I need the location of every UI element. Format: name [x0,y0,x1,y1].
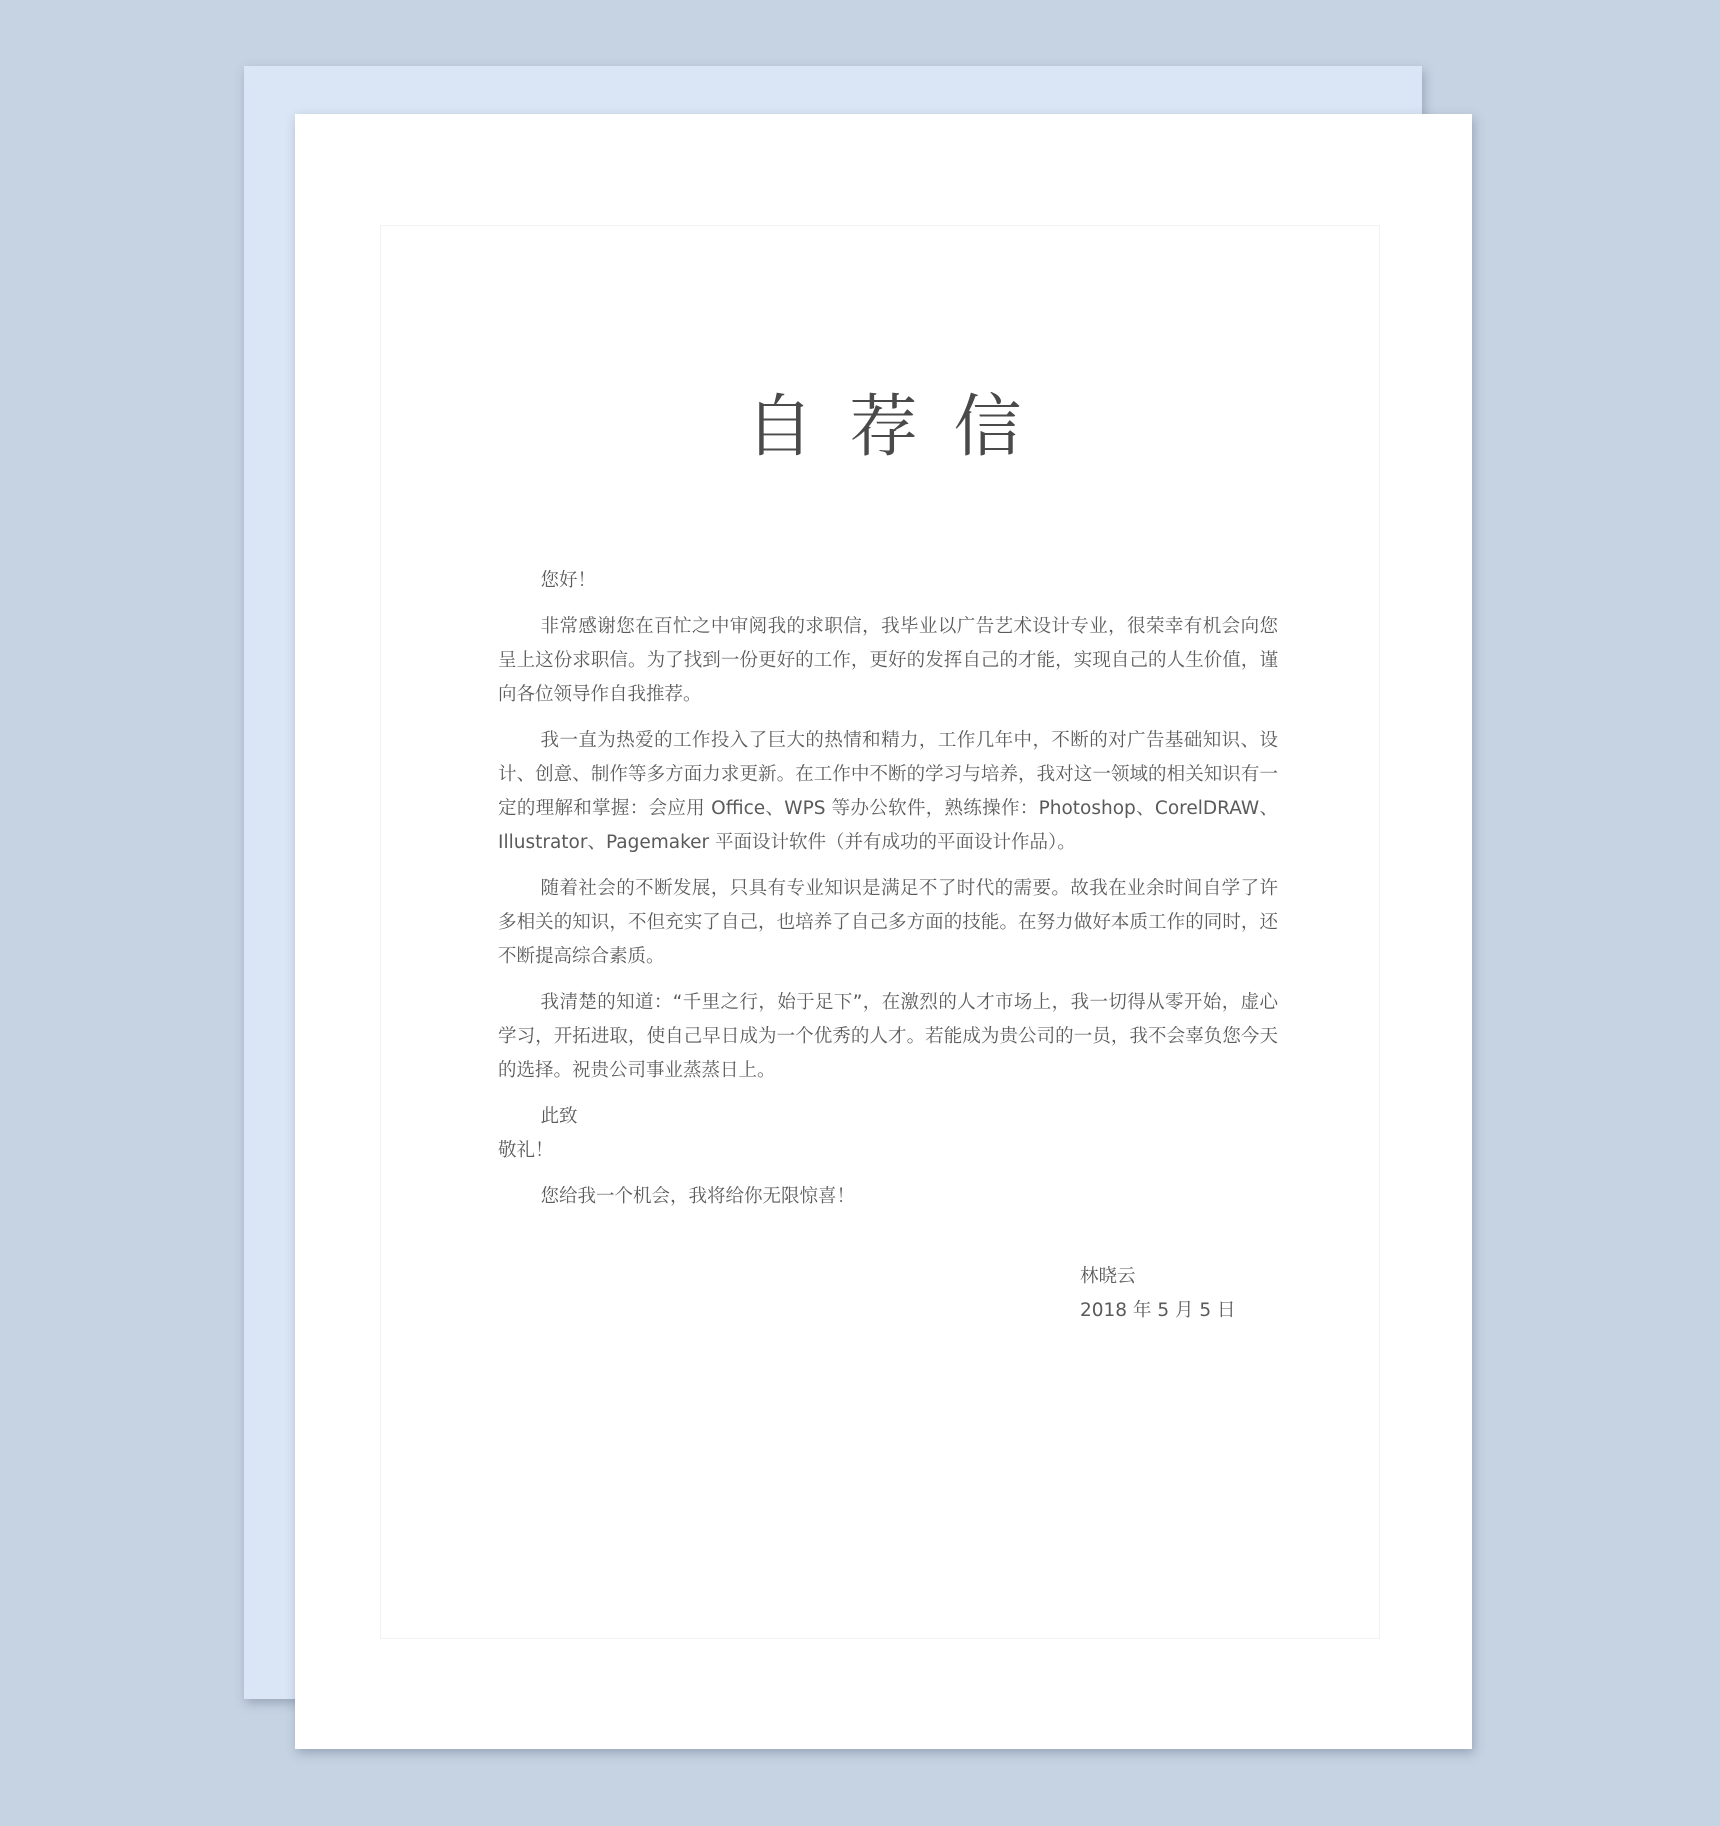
closing-line-2: 敬礼！ [498,1140,554,1161]
signature-date: 2018 年 5 月 5 日 [1080,1300,1236,1321]
signature-block [1080,1260,1236,1328]
greeting: 您好！ [540,570,597,591]
paragraph-1: 非常感谢您在百忙之中审阅我的求职信，我毕业以广告艺术设计专业，很荣幸有机会向您呈上这份求职信。为了找到一份更好的工作，更好的发挥自己的才能，实现自己的人生价值，谨向各位领导作自我推荐。 [498,616,1278,705]
paragraph-3: 随着社会的不断发展，只具有专业知识是满足不了时代的需要。故我在业余时间自学了许多相关的知识，不但充实了自己，也培养了自己多方面的技能。在努力做好本质工作的同时，还不断提高综合素质。 [498,878,1278,967]
letter-body [498,564,1278,1226]
paragraph-2: 我一直为热爱的工作投入了巨大的热情和精力，工作几年中，不断的对广告基础知识、设计、创意、制作等多方面力求更新。在工作中不断的学习与培养，我对这一领域的相关知识有一定的理解和掌握：会应用 Office、WPS 等办公软件，熟练操作：Photoshop、CorelDRAW、Illustrator、Pagemaker 平面设计软件（并有成功的平面设计作品）。 [498,730,1278,853]
document-page [295,114,1472,1749]
paragraph-4: 我清楚的知道：“千里之行，始于足下”，在激烈的人才市场上，我一切得从零开始，虚心学习，开拓进取，使自己早日成为一个优秀的人才。若能成为贵公司的一员，我不会辜负您今天的选择。祝贵公司事业蒸蒸日上。 [498,992,1278,1081]
signature-name: 林晓云 [1080,1266,1136,1287]
closing-line-1: 此致 [540,1106,578,1127]
final-line: 您给我一个机会，我将给你无限惊喜！ [540,1186,856,1207]
document-title: 自荐信 [745,388,1058,467]
